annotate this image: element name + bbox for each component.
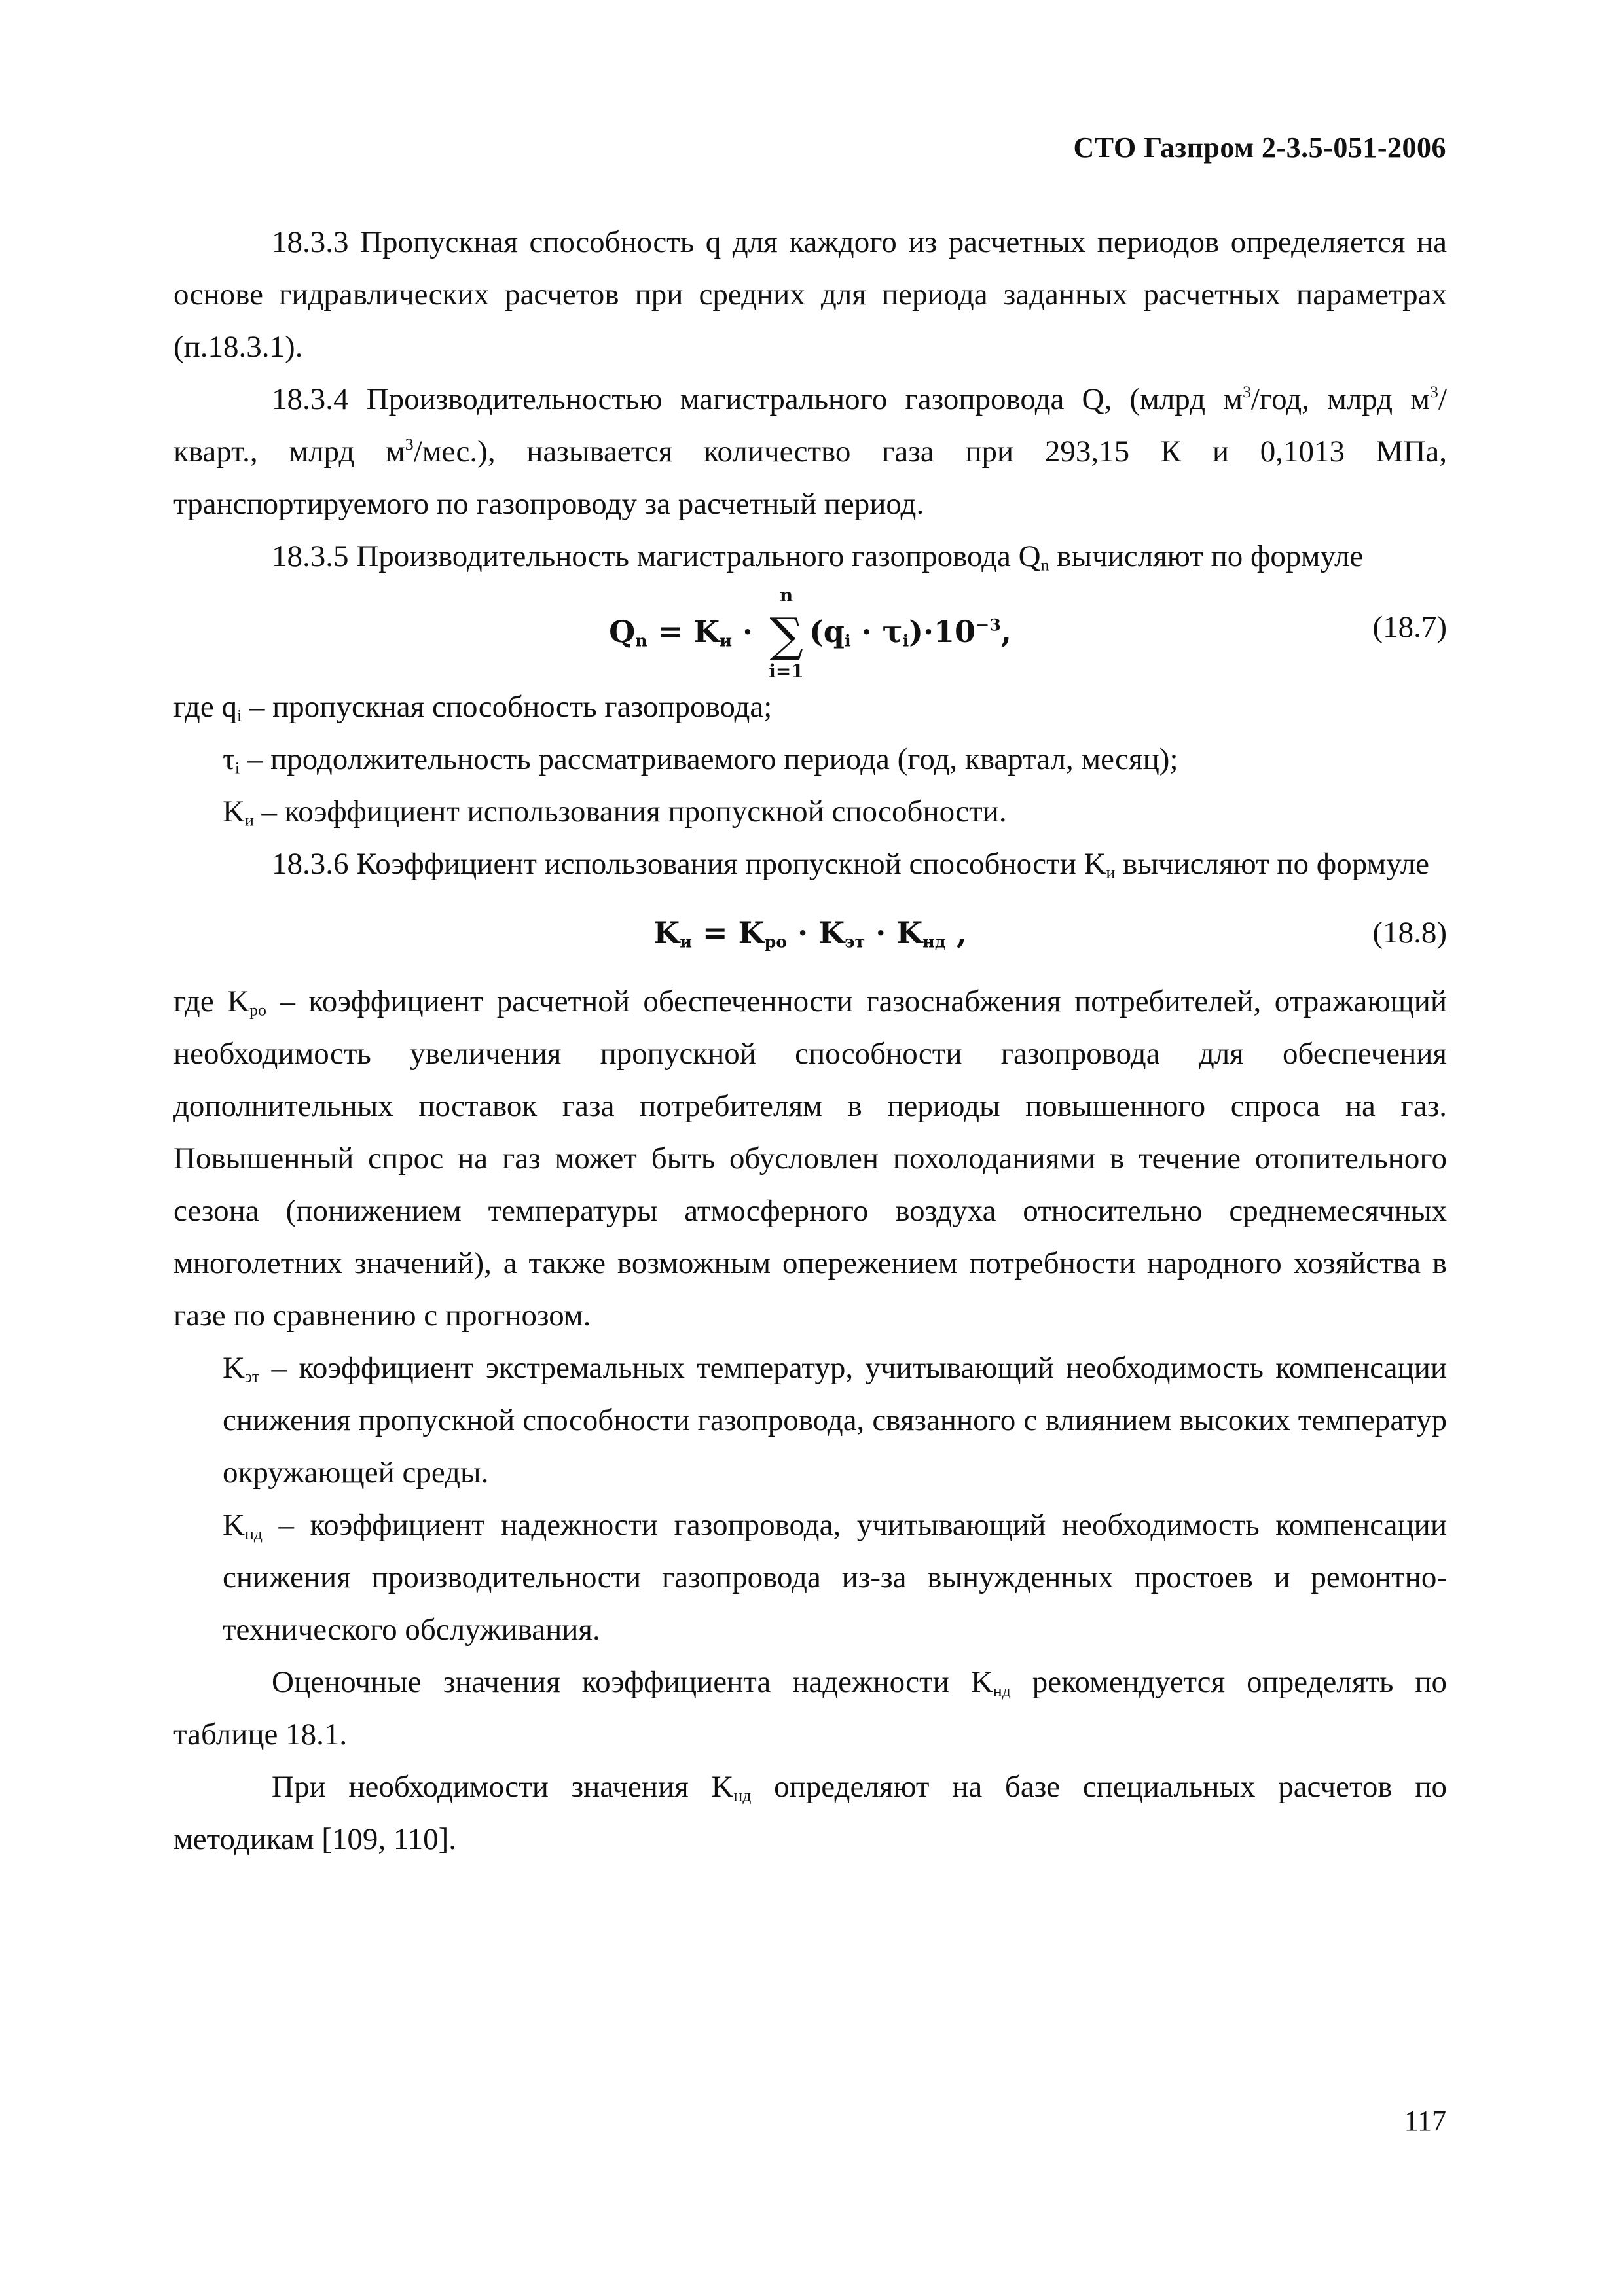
definition-q-i: где $q_i$ – пропускная способность газопровода; bbox=[173, 690, 773, 725]
paragraph-18-3-5: 18.3.5 Производительность магистрального газопровода $Q_n$ вычисляют по формуле bbox=[272, 539, 1364, 575]
summation-sign: n ∑ i=1 bbox=[769, 584, 804, 682]
paragraph-18-3-3: 18.3.3 Пропускная способность q для каждого из расчетных периодов определяется на основе гидравлических расчетов при средних для периода заданных расчетных параметрах (п.18.3.1). bbox=[173, 225, 1447, 364]
formula-18-8-expression: $K_и = K_{ро} \cdot K_{эт} \cdot K_{нд}$ , bbox=[653, 915, 967, 952]
document-code-header: СТО Газпром 2-3.5-051-2006 bbox=[1073, 132, 1446, 164]
paragraph-special-calculations: При необходимости значения $K_{нд}$ определяют на базе специальных расчетов по методикам [109, 110]. bbox=[173, 1770, 1447, 1856]
page-number: 117 bbox=[1404, 2105, 1446, 2137]
definition-k-et: $K_{эт}$ – коэффициент экстремальных температур, учитывающий необходимость компенсации снижения пропускной способности газопровода, связанного с влиянием высоких температур окружающей среды. bbox=[223, 1351, 1447, 1490]
definition-k-nd: $K_{нд}$ – коэффициент надежности газопровода, учитывающий необходимость компенсации снижения производительности газопровода из-за вынужденных простоев и ремонтно-технического обслуживания. bbox=[223, 1508, 1447, 1647]
formula-18-7-expression: $Q_n = K_и$ · n ∑ i=1 $(q_i \cdot \tau_i)\cdot 10^{-3}$, bbox=[609, 584, 1012, 682]
formula-18-8 bbox=[173, 890, 1447, 975]
definition-k-ro: где $K_{ро}$ – коэффициент расчетной обеспеченности газоснабжения потребителей, отражающий необходимость увеличения пропускной способности газопровода для обеспечения дополнительных поставок газа потребителям в периоды повышенного спроса на газ. Повышенный спрос на газ может быть обусловлен похолоданиями в течение отопительного сезона (понижением температуры атмосферного воздуха относительно среднемесячных многолетних значений), а также возможным опережением потребности народного хозяйства в газе по сравнению с прогнозом. bbox=[173, 984, 1448, 1333]
paragraph-estimates: Оценочные значения коэффициента надежности $K_{нд}$ рекомендуется определять по таблице 18.1. bbox=[173, 1665, 1447, 1751]
formula-18-7 bbox=[173, 583, 1447, 681]
paragraph-18-3-4: 18.3.4 Производительностью магистрального газопровода Q, (млрд $м^3$/год, млрд $м^3/$ кварт., млрд $м^3/мес$.), называется количество газа при 293,15 К и 0,1013 МПа, транспортируемого по газопроводу за расчетный период. bbox=[173, 382, 1447, 521]
page-content bbox=[173, 216, 1447, 1865]
formula-18-8-number: (18.8) bbox=[1372, 916, 1447, 950]
definition-k-i: $K_и$ – коэффициент использования пропускной способности. bbox=[223, 795, 1007, 830]
paragraph-18-3-6: 18.3.6 Коэффициент использования пропускной способности $K_и$ вычисляют по формуле bbox=[272, 847, 1430, 882]
definition-tau-i: $\tau_i$ – продолжительность рассматриваемого периода (год, квартал, месяц); bbox=[223, 742, 1178, 778]
formula-18-7-number: (18.7) bbox=[1372, 610, 1447, 644]
